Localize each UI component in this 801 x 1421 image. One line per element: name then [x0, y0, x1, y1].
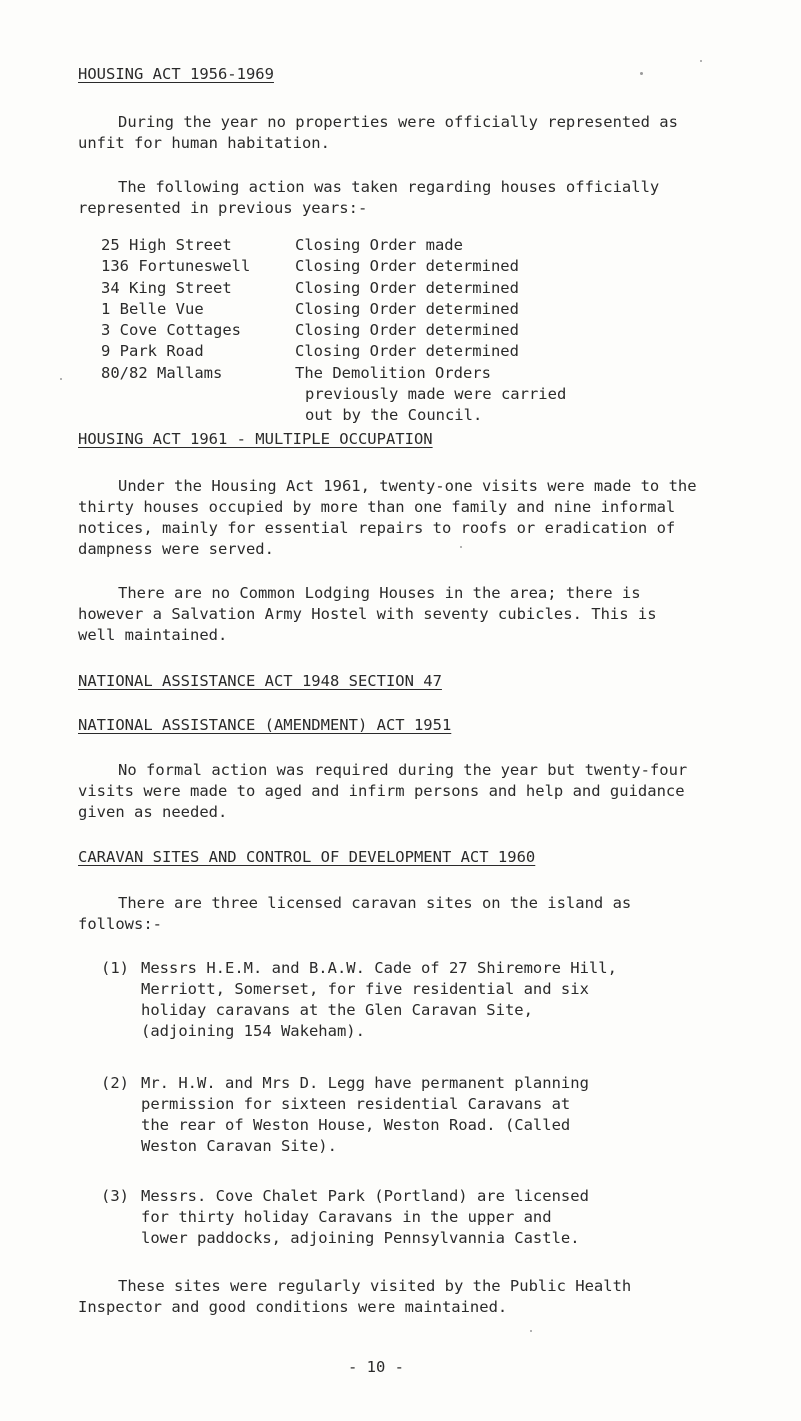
property-action: Closing Order determined: [295, 342, 519, 361]
item-line: Messrs. Cove Chalet Park (Portland) are licensed: [141, 1187, 589, 1205]
scan-speck: [60, 378, 62, 380]
heading-national-assistance-1948: NATIONAL ASSISTANCE ACT 1948 SECTION 47: [78, 672, 442, 690]
paragraph-line: given as needed.: [78, 803, 228, 821]
paragraph-line: There are three licensed caravan sites on the island as: [118, 894, 632, 912]
paragraph-line: Under the Housing Act 1961, twenty-one visits were made to the: [118, 477, 697, 495]
item-line: lower paddocks, adjoining Pennsylvannia Castle.: [141, 1229, 580, 1247]
paragraph-line: represented in previous years:-: [78, 199, 368, 217]
scan-speck: [530, 1330, 532, 1332]
property-action: Closing Order determined: [295, 299, 519, 318]
scan-speck: [700, 60, 702, 62]
property-address: 25 High Street: [101, 236, 232, 254]
item-number: (3): [101, 1187, 129, 1205]
property-action: out by the Council.: [305, 406, 483, 425]
property-address: 9 Park Road: [101, 342, 204, 361]
property-action: previously made were carried: [305, 385, 567, 404]
property-action: The Demolition Orders: [295, 363, 491, 382]
property-action: Closing Order determined: [295, 257, 519, 276]
paragraph-line: visits were made to aged and infirm persons and help and guidance: [78, 782, 685, 800]
item-number: (1): [101, 959, 129, 977]
property-address: 34 King Street: [101, 278, 232, 297]
paragraph-line: These sites were regularly visited by the Public Health: [118, 1277, 632, 1295]
item-line: the rear of Weston House, Weston Road. (Called: [141, 1116, 571, 1134]
scan-speck: [460, 546, 462, 548]
item-line: Merriott, Somerset, for five residential and six: [141, 980, 589, 998]
paragraph-line: The following action was taken regarding houses officially: [118, 178, 660, 196]
heading-caravan-sites: CARAVAN SITES AND CONTROL OF DEVELOPMENT ACT 1960: [78, 848, 536, 866]
heading-national-assistance-amendment-1951: NATIONAL ASSISTANCE (AMENDMENT) ACT 1951: [78, 716, 452, 734]
item-line: Weston Caravan Site).: [141, 1137, 337, 1155]
paragraph-line: well maintained.: [78, 626, 228, 644]
item-line: (adjoining 154 Wakeham).: [141, 1022, 365, 1040]
heading-housing-act-1956: HOUSING ACT 1956-1969: [78, 65, 274, 83]
property-action: Closing Order determined: [295, 321, 519, 340]
item-line: permission for sixteen residential Caravans at: [141, 1095, 571, 1113]
paragraph-line: No formal action was required during the year but twenty-four: [118, 761, 688, 779]
item-line: Mr. H.W. and Mrs D. Legg have permanent planning: [141, 1074, 589, 1092]
page-number: - 10 -: [348, 1358, 404, 1376]
property-address: 80/82 Mallams: [101, 363, 223, 382]
property-action: Closing Order determined: [295, 278, 519, 297]
paragraph-line: During the year no properties were officially represented as: [118, 113, 678, 131]
property-address: 1 Belle Vue: [101, 299, 204, 318]
item-line: Messrs H.E.M. and B.A.W. Cade of 27 Shiremore Hill,: [141, 959, 617, 977]
item-line: holiday caravans at the Glen Caravan Site,: [141, 1001, 533, 1019]
paragraph-line: dampness were served.: [78, 540, 274, 558]
paragraph-line: thirty houses occupied by more than one family and nine informal: [78, 498, 676, 516]
paragraph-line: however a Salvation Army Hostel with seventy cubicles. This is: [78, 605, 657, 623]
item-line: for thirty holiday Caravans in the upper and: [141, 1208, 552, 1226]
paragraph-line: notices, mainly for essential repairs to roofs or eradication of: [78, 519, 676, 537]
paragraph-line: follows:-: [78, 915, 162, 933]
paragraph-line: There are no Common Lodging Houses in the area; there is: [118, 584, 641, 602]
property-address: 136 Fortuneswell: [101, 257, 251, 276]
property-action: Closing Order made: [295, 236, 463, 254]
item-number: (2): [101, 1074, 129, 1092]
paragraph-line: Inspector and good conditions were maintained.: [78, 1298, 508, 1316]
heading-multiple-occupation: HOUSING ACT 1961 - MULTIPLE OCCUPATION: [78, 430, 433, 448]
scan-speck: [640, 72, 643, 75]
property-address: 3 Cove Cottages: [101, 321, 241, 340]
paragraph-line: unfit for human habitation.: [78, 134, 330, 152]
